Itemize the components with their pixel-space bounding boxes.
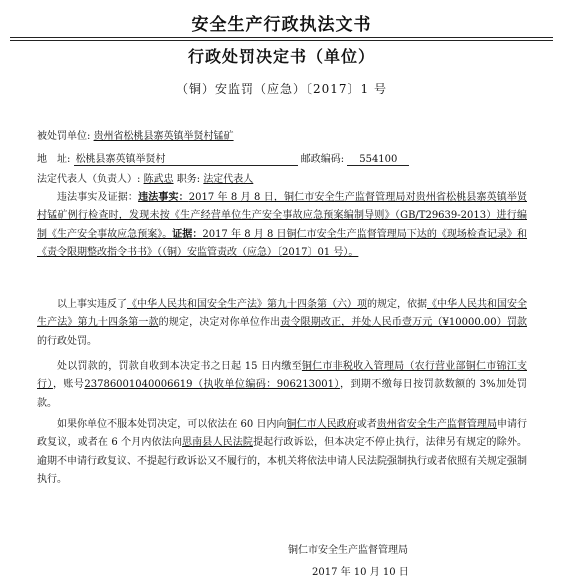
payment-text: 处以罚款的，罚款自收到本决定书之日起 15 日内缴至 [57, 361, 302, 372]
appeal-government: 铜仁市人民政府 [286, 419, 357, 430]
title-divider [10, 37, 553, 38]
appeal-paragraph [37, 416, 527, 489]
violated-law: 《中华人民共和国安全生产法》第九十四条第（六）项 [127, 299, 367, 310]
account-number: 23786001040006619（执收单位编码：906213001） [84, 379, 340, 391]
document-title: 安全生产行政执法文书 [191, 15, 372, 35]
appeal-text: 提起行政诉讼，但本决定不停止执行，法律另有规定的除外。逾期不申请行政复议、不提起行政诉讼又不履行的，本机关将依法申请人民法院强制执行或者依照有关规定强制执行。 [37, 437, 527, 485]
payee-bank: 铜仁市非税收入管理局（农行营业部铜仁市锦江支行） [37, 361, 527, 391]
basis-law: 《中华人民共和国安全生产法》第九十四条第一款 [37, 299, 527, 329]
document-number: （铜）安监罚（应急）〔2017〕1 号 [176, 82, 387, 96]
violation-text: 以上事实违反了 [57, 299, 127, 310]
postcode-label: 邮政编码: [300, 154, 345, 165]
appeal-court: 思南县人民法院 [182, 437, 254, 449]
address-label: 地 址: [37, 154, 71, 165]
party-unit-row [37, 127, 234, 142]
appeal-bureau: 贵州省安全生产监督管理局 [376, 419, 497, 430]
violation-paragraph [37, 296, 527, 351]
payment-paragraph [37, 358, 527, 413]
facts-label: 违法事实及证据： [57, 192, 139, 203]
violation-text: 的规定，依据 [367, 299, 427, 310]
facts-paragraph [37, 189, 527, 262]
document-subtitle: 行政处罚决定书（单位） [187, 47, 375, 66]
appeal-text: 申请行政复议，或者在 6 个月内依法向 [37, 419, 528, 449]
issuing-authority: 铜仁市安全生产监督管理局 [288, 545, 408, 556]
violation-text: 的行政处罚。 [37, 335, 97, 347]
issue-date: 2017 年 10 月 10 日 [312, 567, 409, 578]
fact-label: 违法事实： [138, 192, 189, 203]
evidence-label: 证据： [172, 228, 203, 240]
position-value: 法定代表人 [203, 174, 254, 185]
party-address-row [37, 150, 409, 166]
title-divider-double [10, 40, 553, 41]
unit-label: 被处罚单位: [37, 131, 91, 142]
unit-value: 贵州省松桃县寨英镇举贤村锰矿 [93, 131, 234, 142]
fact-text: 2017 年 8 月 8 日，铜仁市安全生产监督管理局对贵州省松桃县寨英镇举贤村锰矿例行检查时，发现未按《生产经营单位生产安全事故应急预案编制导则》（GB/T29639-2013）进行编制《生产安全事故应急预案》。 [37, 192, 528, 240]
rep-value: 陈武忠 [143, 174, 174, 185]
appeal-text: 如果你单位不服本处罚决定，可以依法在 60 日内向 [57, 419, 287, 430]
penalty-text: 责令限期改正，并处人民币壹万元（¥10000.00）罚款 [280, 317, 528, 329]
party-rep-row [37, 170, 253, 185]
evidence-text: 2017 年 8 月 8 日铜仁市安全生产监督管理局下达的《现场检查记录》和《责令限期整改指令书书》（（铜）安监管责改（应急）〔2017〕01 号）。 [37, 228, 528, 258]
position-label: 职务: [176, 174, 201, 185]
rep-label: 法定代表人（负责人）: [37, 174, 141, 185]
payment-text: ，账号 [52, 379, 85, 391]
appeal-text: 或者 [356, 419, 377, 430]
postcode-value: 554100 [347, 154, 409, 166]
payment-text: ，到期不缴每日按罚款数额的 3%加处罚款。 [37, 379, 528, 409]
violation-text: 的规定，决定对你单位作出 [158, 317, 281, 329]
address-value: 松桃县寨英镇举贤村 [74, 150, 298, 166]
